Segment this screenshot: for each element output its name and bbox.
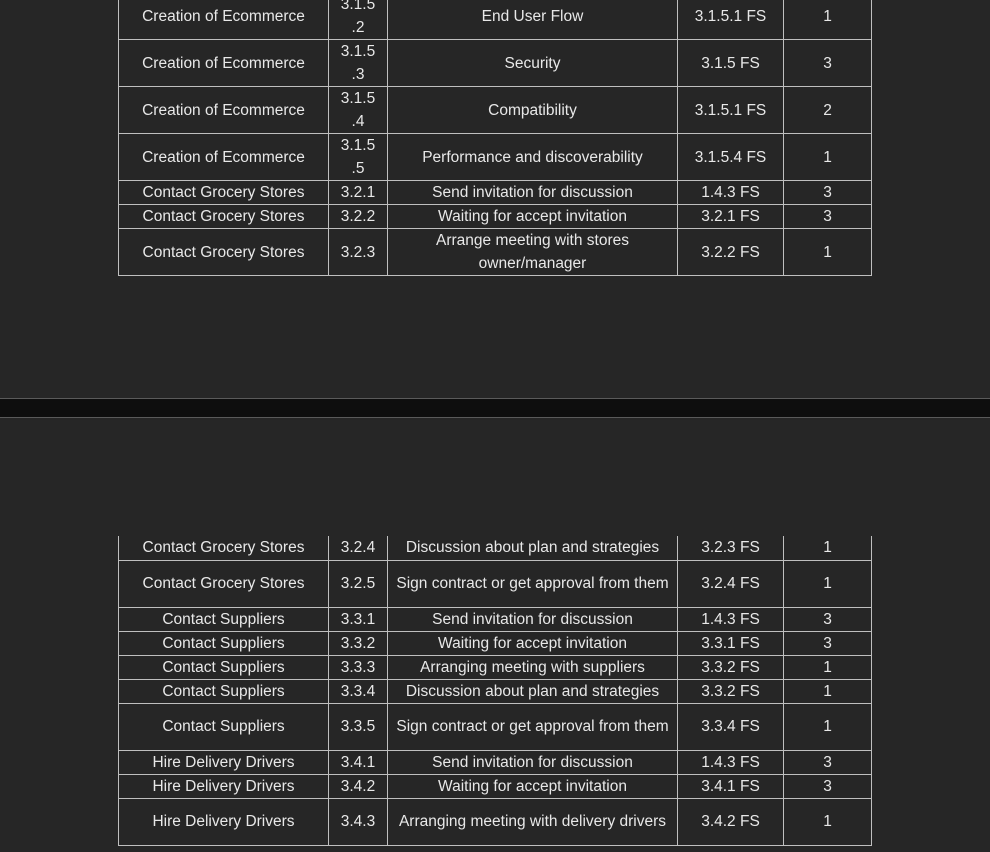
duration-cell: 3 <box>784 181 872 205</box>
table-row <box>119 40 872 87</box>
activity-cell: Waiting for accept invitation <box>388 205 678 229</box>
activity-cell: Waiting for accept invitation <box>388 774 678 798</box>
task-cell: Contact Suppliers <box>119 631 329 655</box>
task-cell: Contact Suppliers <box>119 607 329 631</box>
activity-cell: Arranging meeting with suppliers <box>388 655 678 679</box>
task-cell: Creation of Ecommerce <box>119 0 329 40</box>
activity-cell: Send invitation for discussion <box>388 607 678 631</box>
predecessor-cell: 3.2.4 FS <box>678 560 784 607</box>
table-row <box>119 679 872 703</box>
id-cell: 3.4.2 <box>329 774 388 798</box>
activity-cell: Performance and discoverability <box>388 134 678 181</box>
id-cell: 3.2.4 <box>329 536 388 560</box>
task-cell: Contact Suppliers <box>119 679 329 703</box>
duration-cell: 1 <box>784 229 872 276</box>
predecessor-cell: 3.4.2 FS <box>678 798 784 845</box>
predecessor-cell: 3.1.5.4 FS <box>678 134 784 181</box>
schedule-table-top <box>118 0 872 276</box>
task-cell: Contact Grocery Stores <box>119 560 329 607</box>
id-cell: 3.1.5 .3 <box>329 40 388 87</box>
table-row <box>119 134 872 181</box>
predecessor-cell: 3.3.4 FS <box>678 703 784 750</box>
activity-cell: End User Flow <box>388 0 678 40</box>
id-cell: 3.3.2 <box>329 631 388 655</box>
table-row <box>119 205 872 229</box>
predecessor-cell: 3.3.1 FS <box>678 631 784 655</box>
task-cell: Contact Suppliers <box>119 655 329 679</box>
activity-cell: Send invitation for discussion <box>388 750 678 774</box>
activity-cell: Arrange meeting with stores owner/manager <box>388 229 678 276</box>
id-cell: 3.2.2 <box>329 205 388 229</box>
task-cell: Hire Delivery Drivers <box>119 798 329 845</box>
activity-cell: Sign contract or get approval from them <box>388 560 678 607</box>
id-cell: 3.1.5 .2 <box>329 0 388 40</box>
table-row <box>119 774 872 798</box>
table-row <box>119 655 872 679</box>
table-row <box>119 560 872 607</box>
duration-cell: 1 <box>784 0 872 40</box>
id-cell: 3.4.1 <box>329 750 388 774</box>
duration-cell: 1 <box>784 536 872 560</box>
predecessor-cell: 3.1.5 FS <box>678 40 784 87</box>
predecessor-cell: 3.1.5.1 FS <box>678 0 784 40</box>
task-cell: Contact Grocery Stores <box>119 181 329 205</box>
task-cell: Contact Grocery Stores <box>119 205 329 229</box>
task-cell: Hire Delivery Drivers <box>119 774 329 798</box>
task-cell: Creation of Ecommerce <box>119 40 329 87</box>
duration-cell: 1 <box>784 134 872 181</box>
predecessor-cell: 3.3.2 FS <box>678 655 784 679</box>
predecessor-cell: 3.1.5.1 FS <box>678 87 784 134</box>
task-cell: Contact Grocery Stores <box>119 229 329 276</box>
schedule-table-bottom <box>118 536 872 846</box>
duration-cell: 3 <box>784 631 872 655</box>
predecessor-cell: 3.3.2 FS <box>678 679 784 703</box>
duration-cell: 3 <box>784 774 872 798</box>
table-row <box>119 0 872 40</box>
id-cell: 3.1.5 .4 <box>329 87 388 134</box>
duration-cell: 1 <box>784 655 872 679</box>
activity-cell: Discussion about plan and strategies <box>388 679 678 703</box>
task-cell: Creation of Ecommerce <box>119 87 329 134</box>
activity-cell: Security <box>388 40 678 87</box>
table-row <box>119 798 872 845</box>
activity-cell: Send invitation for discussion <box>388 181 678 205</box>
activity-cell: Arranging meeting with delivery drivers <box>388 798 678 845</box>
duration-cell: 2 <box>784 87 872 134</box>
task-cell: Contact Grocery Stores <box>119 536 329 560</box>
id-cell: 3.3.1 <box>329 607 388 631</box>
duration-cell: 1 <box>784 679 872 703</box>
predecessor-cell: 3.2.1 FS <box>678 205 784 229</box>
document-page-top <box>0 0 990 399</box>
predecessor-cell: 3.4.1 FS <box>678 774 784 798</box>
id-cell: 3.4.3 <box>329 798 388 845</box>
activity-cell: Waiting for accept invitation <box>388 631 678 655</box>
activity-cell: Sign contract or get approval from them <box>388 703 678 750</box>
id-cell: 3.3.4 <box>329 679 388 703</box>
duration-cell: 3 <box>784 607 872 631</box>
table-row <box>119 87 872 134</box>
table-row <box>119 229 872 276</box>
duration-cell: 1 <box>784 798 872 845</box>
task-cell: Contact Suppliers <box>119 703 329 750</box>
duration-cell: 3 <box>784 205 872 229</box>
activity-cell: Discussion about plan and strategies <box>388 536 678 560</box>
page-break <box>0 399 990 418</box>
predecessor-cell: 3.2.2 FS <box>678 229 784 276</box>
activity-cell: Compatibility <box>388 87 678 134</box>
duration-cell: 3 <box>784 40 872 87</box>
duration-cell: 1 <box>784 703 872 750</box>
id-cell: 3.3.5 <box>329 703 388 750</box>
id-cell: 3.2.3 <box>329 229 388 276</box>
predecessor-cell: 1.4.3 FS <box>678 181 784 205</box>
table-row <box>119 181 872 205</box>
predecessor-cell: 3.2.3 FS <box>678 536 784 560</box>
id-cell: 3.2.1 <box>329 181 388 205</box>
id-cell: 3.3.3 <box>329 655 388 679</box>
duration-cell: 3 <box>784 750 872 774</box>
duration-cell: 1 <box>784 560 872 607</box>
table-row <box>119 631 872 655</box>
task-cell: Hire Delivery Drivers <box>119 750 329 774</box>
id-cell: 3.1.5 .5 <box>329 134 388 181</box>
table-row <box>119 703 872 750</box>
predecessor-cell: 1.4.3 FS <box>678 607 784 631</box>
task-cell: Creation of Ecommerce <box>119 134 329 181</box>
predecessor-cell: 1.4.3 FS <box>678 750 784 774</box>
document-page-bottom <box>0 418 990 852</box>
id-cell: 3.2.5 <box>329 560 388 607</box>
table-row <box>119 536 872 560</box>
table-row <box>119 750 872 774</box>
table-row <box>119 607 872 631</box>
